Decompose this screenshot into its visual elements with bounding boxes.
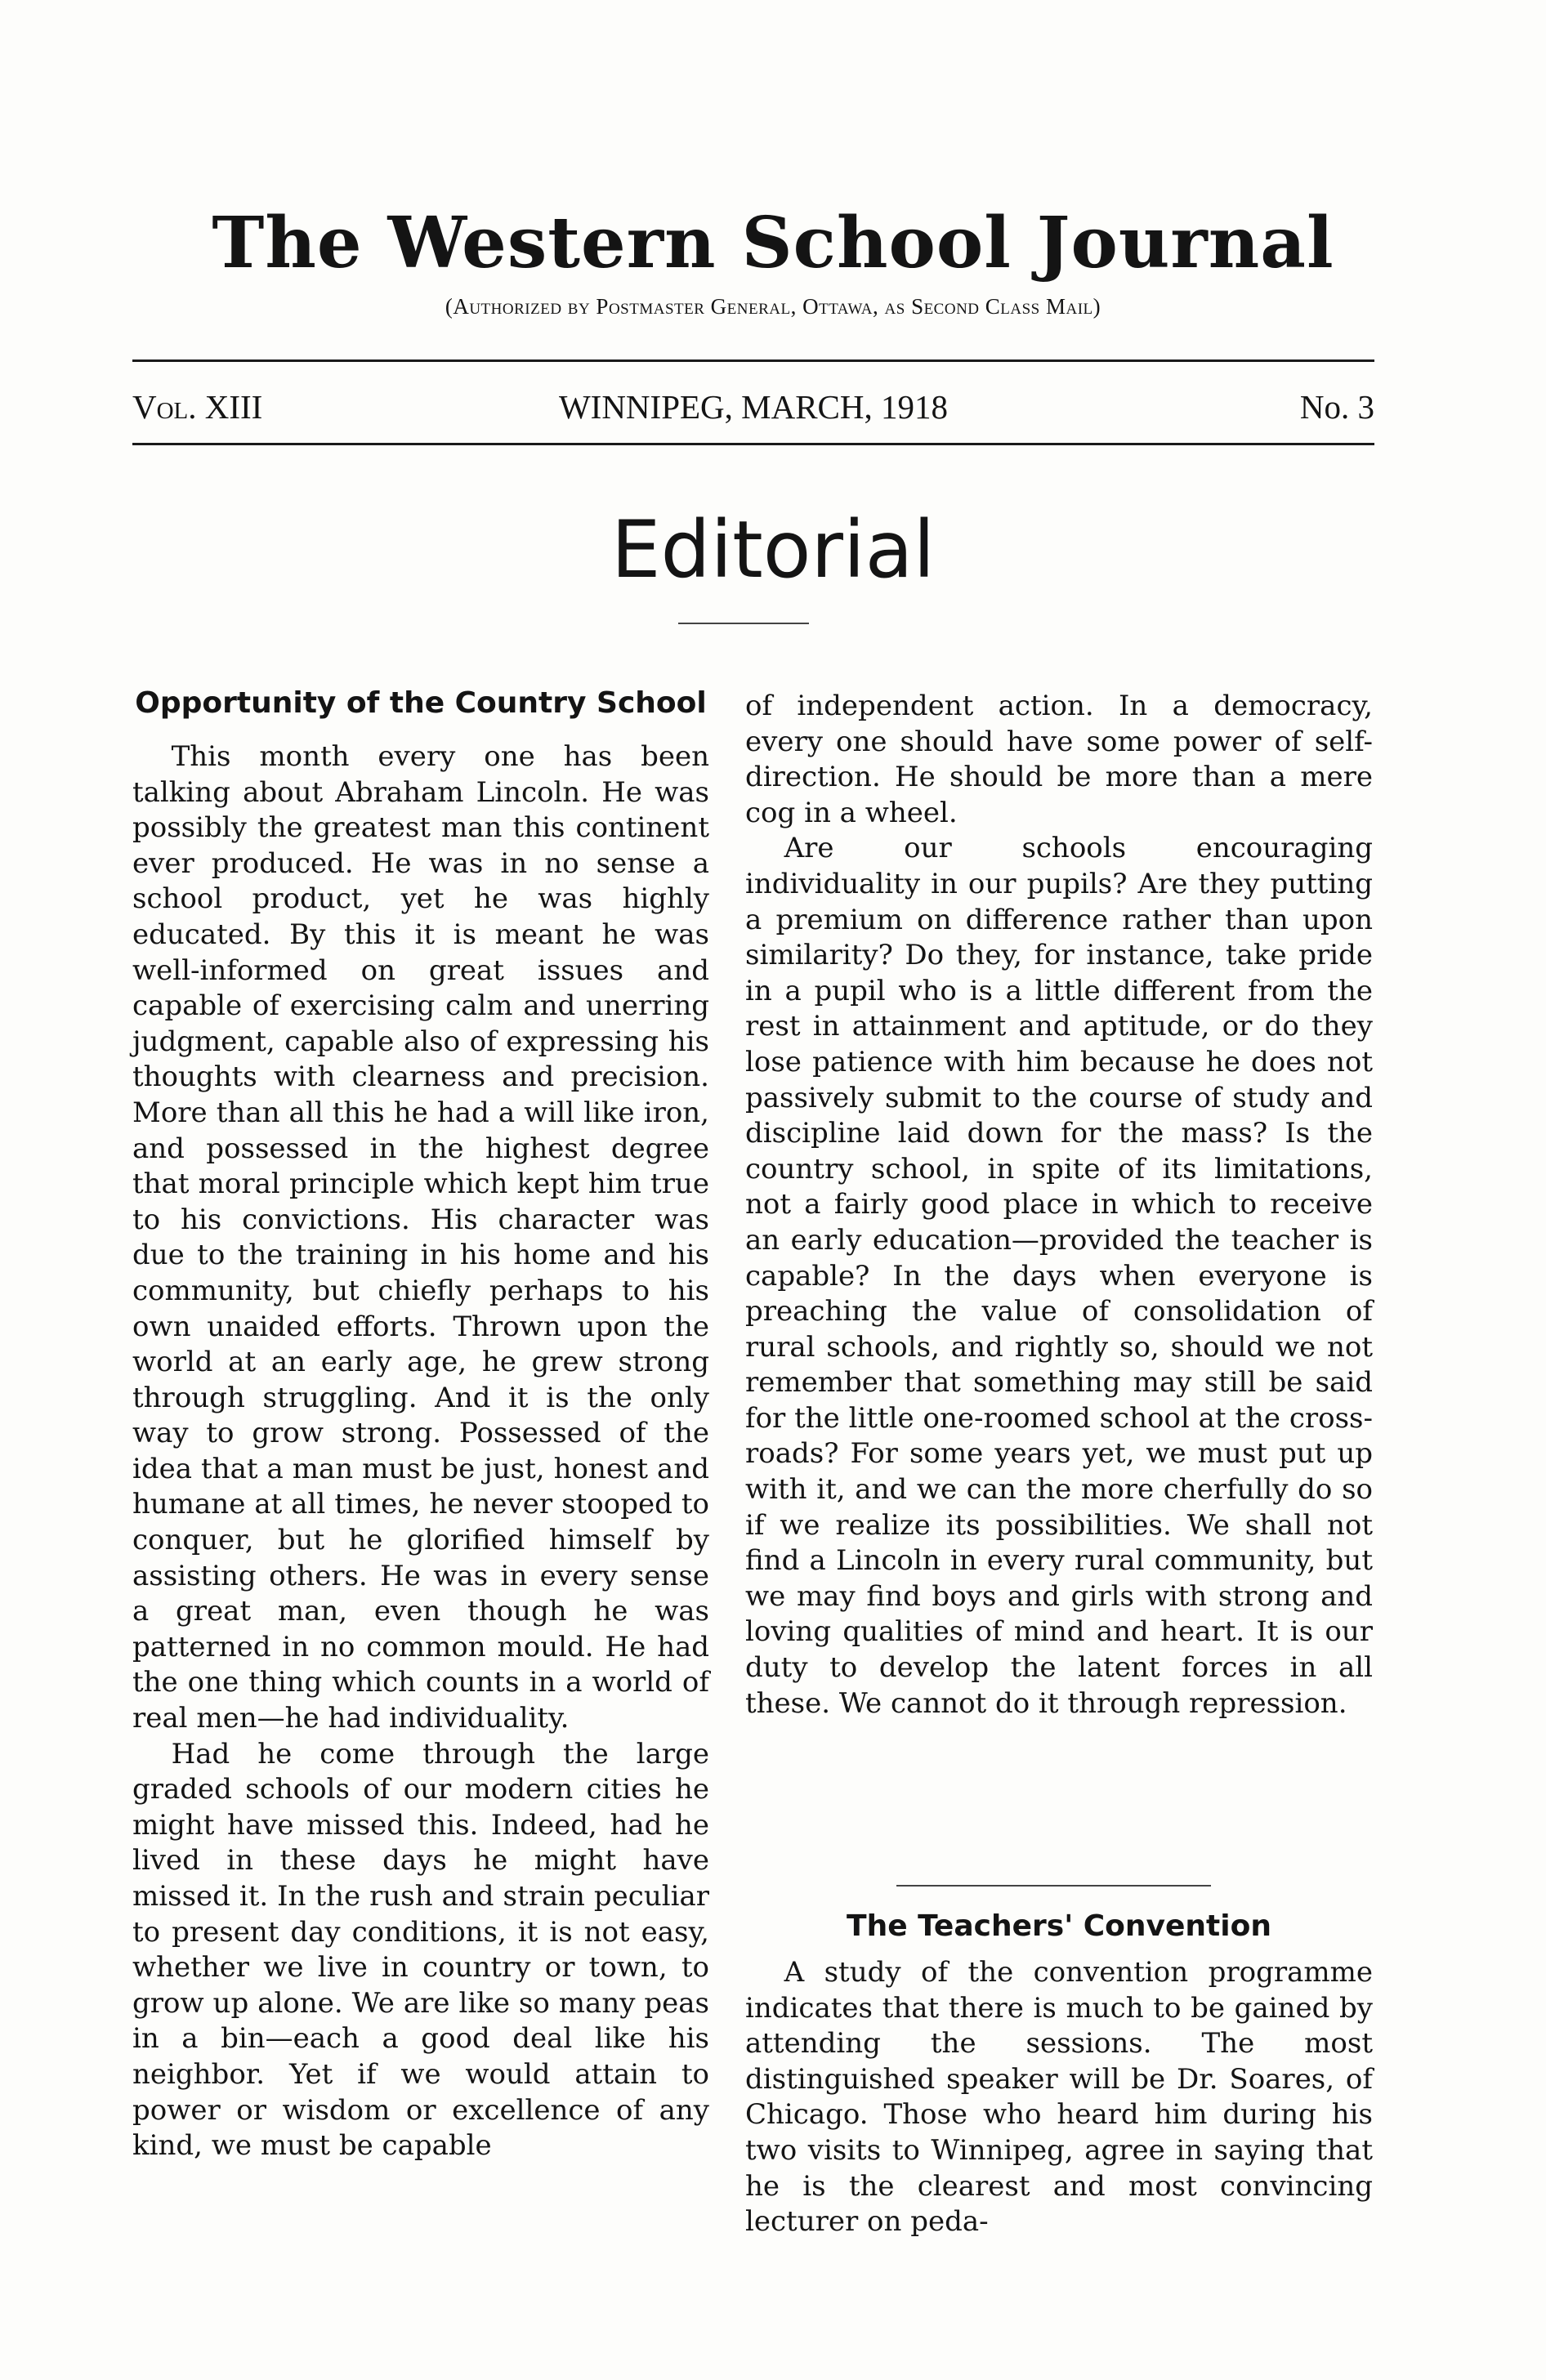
article-heading-country-school: Opportunity of the Country School <box>135 686 707 720</box>
mail-authorization-line: (Authorized by Postmaster General, Ottawa, as Second Class Mail) <box>445 294 1101 319</box>
issue-place-date: WINNIPEG, MARCH, 1918 <box>558 388 949 426</box>
article-paragraph: Had he come through the large graded schools of our modern cities he might have missed this. Indeed, had he lived in these days he might have missed it. In the rush and strain peculiar to present day conditions, it is not easy, whether we live in country or town, to grow up alone. We are like so many peas in a bin—each a good deal like his neighbor. Yet if we would attain to power or wisdom or excellence of any kind, we must be capable <box>132 1737 709 2163</box>
issue-number: No. 3 <box>1299 388 1374 426</box>
article-divider <box>896 1885 1211 1887</box>
title-divider <box>678 623 809 624</box>
article-paragraph: of independent action. In a democracy, every one should have some power of self-direction. He should be more than a mere cog in a wheel. <box>745 690 1373 829</box>
bottom-rule <box>132 443 1374 445</box>
article-heading-teachers-convention: The Teachers' Convention <box>847 1909 1271 1943</box>
masthead-title: The Western School Journal <box>212 202 1334 284</box>
issue-line <box>132 382 1374 431</box>
issue-volume: Vol. XIII <box>132 388 263 426</box>
left-column <box>132 739 709 2164</box>
article-paragraph: This month every one has been talking about Abraham Lincoln. He was possibly the greatest man this continent ever produced. He was in no sense a school product, yet he was highly educated. By this it is meant he was well-informed on great issues and capable of exercising calm and unerring judgment, capable also of expressing his thoughts with clearness and precision. More than all this he had a will like iron, and possessed in the highest degree that moral principle which kept him true to his convictions. His character was due to the training in his home and his community, but chiefly perhaps to his own unaided efforts. Thrown upon the world at an early age, he grew strong through struggling. And it is the only way to grow strong. Possessed of the idea that a man must be just, honest and humane at all times, he never stooped to conquer, but he glorified himself by assisting others. He was in every sense a great man, even though he was patterned in no common mould. He had the one thing which counts in a world of real men—he had individuality. <box>132 740 709 1735</box>
top-rule <box>132 359 1374 362</box>
right-column-bottom <box>745 1955 1373 2240</box>
section-title: Editorial <box>610 504 936 596</box>
article-paragraph: A study of the convention programme indicates that there is much to be gained by attending the sessions. The most distinguished speaker will be Dr. Soares, of Chicago. Those who heard him during his two visits to Winnipeg, agree in saying that he is the clearest and most convincing lecturer on peda- <box>745 1956 1373 2239</box>
article-paragraph: Are our schools encouraging individuality in our pupils? Are they putting a premium on difference rather than upon similarity? Do they, for instance, take pride in a pupil who is a little different from the rest in attainment and aptitude, or do they lose patience with him because he does not passively submit to the course of study and discipline laid down for the mass? Is the country school, in spite of its limitations, not a fairly good place in which to receive an early education—provided the teacher is capable? In the days when everyone is preaching the value of consolidation of rural schools, and rightly so, should we not remember that something may still be said for the little one-roomed school at the cross-roads? For some years yet, we must put up with it, and we can the more cherfully do so if we realize its possibilities. We shall not find a Lincoln in every rural community, but we may find boys and girls with strong and loving qualities of mind and heart. It is our duty to develop the latent forces in all these. We cannot do it through repression. <box>745 832 1373 1720</box>
right-column-top <box>745 689 1373 1721</box>
